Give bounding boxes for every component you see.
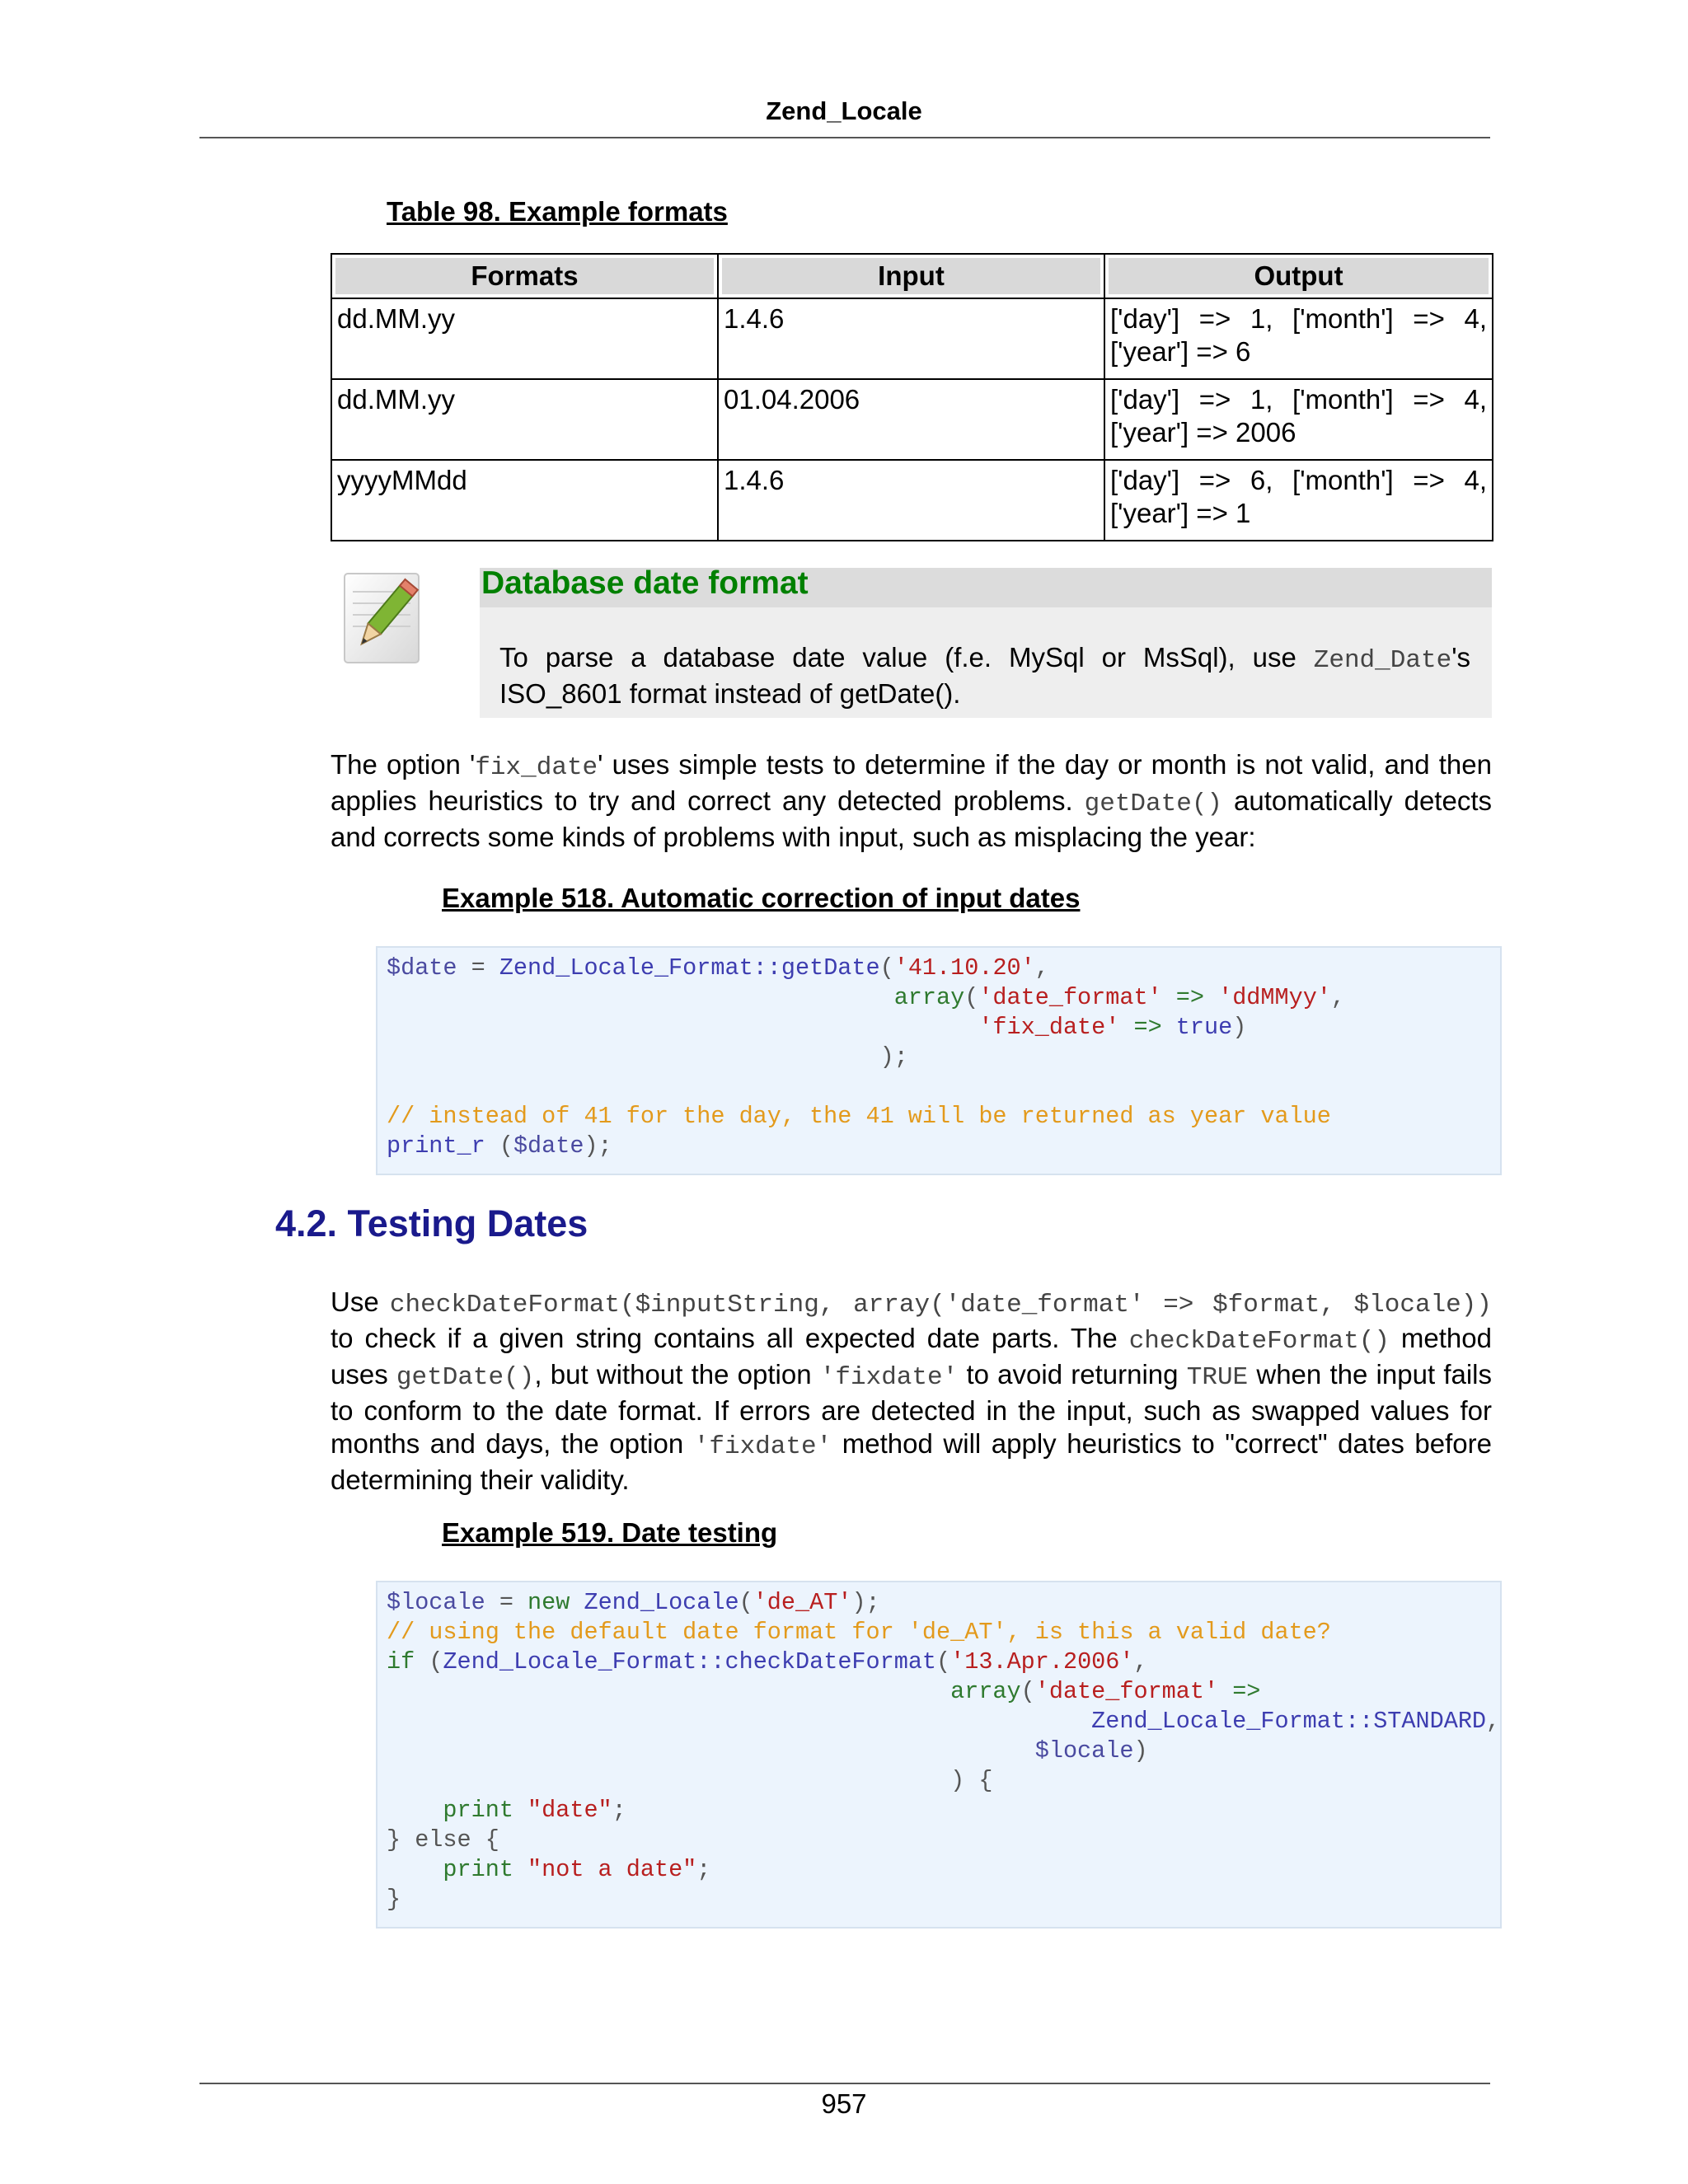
formats-table [331, 253, 1493, 541]
note-title: Database date format [481, 565, 809, 601]
paragraph-fix-date: The option 'fix_date' uses simple tests to determine if the day or month is not valid, and then applies heuristics to try and correct any detected problems. getDate() automatically detects and corrects some kinds of problems with input, such as misplacing the year: [331, 749, 1492, 852]
output-cell: ['day'] => 6, ['month'] => 4, ['year'] => 1 [1104, 460, 1493, 541]
table-header-row [331, 254, 1493, 298]
column-header-output: Output [1104, 254, 1493, 298]
inline-code: 'fixdate' [819, 1363, 959, 1392]
running-header: Zend_Locale [766, 96, 922, 125]
table-row [331, 460, 1493, 541]
table-caption: Table 98. Example formats [387, 196, 728, 227]
note-pencil-icon [338, 570, 425, 669]
output-cell: ['day'] => 1, ['month'] => 4, ['year'] => 2006 [1104, 379, 1493, 460]
footer-rule [199, 2083, 1490, 2084]
example-519-caption: Example 519. Date testing [442, 1517, 778, 1548]
inline-code: 'fixdate' [693, 1432, 832, 1461]
format-cell: dd.MM.yy [331, 298, 718, 379]
inline-code: checkDateFormat($inputString, array('date_format' => $format, $locale)) [389, 1291, 1492, 1319]
format-cell: dd.MM.yy [331, 379, 718, 460]
table-row [331, 298, 1493, 379]
output-cell: ['day'] => 1, ['month'] => 4, ['year'] => 6 [1104, 298, 1493, 379]
inline-code: checkDateFormat() [1128, 1327, 1390, 1356]
format-cell: yyyyMMdd [331, 460, 718, 541]
section-heading: 4.2. Testing Dates [275, 1202, 588, 1244]
inline-code: TRUE [1186, 1363, 1249, 1392]
inline-code: getDate() [1084, 790, 1223, 818]
inline-code: getDate() [396, 1363, 535, 1392]
column-header-formats: Formats [331, 254, 718, 298]
input-cell: 1.4.6 [718, 460, 1104, 541]
column-header-input: Input [718, 254, 1104, 298]
example-519-code: $locale = new Zend_Locale('de_AT'); // using the default date format for 'de_AT', is this a valid date? if (Zend_Locale_Format::checkDateFormat('13.Apr.2006', array('date_format' => Zend_Locale_Format::STANDARD, $locale) ) { print "date"; } else { print "not a date"; } [387, 1589, 1501, 1913]
table-row [331, 379, 1493, 460]
example-518-code: $date = Zend_Locale_Format::getDate('41.10.20', array('date_format' => 'ddMMyy', 'fix_date' => true) ); // instead of 41 for the day, the 41 will be returned as year value print_r ($date); [387, 954, 1346, 1160]
inline-code: Zend_Date [1313, 646, 1452, 675]
inline-code: fix_date [475, 753, 598, 782]
example-518-caption: Example 518. Automatic correction of input dates [442, 883, 1081, 913]
paragraph-check-date-format: Use checkDateFormat($inputString, array('date_format' => $format, $locale)) to check if a given string contains all expected date parts. The checkDateFormat() method uses getDate(), but without the option 'fixdate' to avoid returning TRUE when the input fails to conform to the date format. If errors are detected in the input, such as swapped values for months and days, the option 'fixdate' method will apply heuristics to "correct" dates before determining their validity. [331, 1286, 1492, 1495]
input-cell: 1.4.6 [718, 298, 1104, 379]
header-rule [199, 137, 1490, 138]
input-cell: 01.04.2006 [718, 379, 1104, 460]
page-number: 957 [821, 2088, 867, 2119]
note-body: To parse a database date value (f.e. MySql or MsSql), use Zend_Date's ISO_8601 format instead of getDate(). [499, 642, 1470, 709]
